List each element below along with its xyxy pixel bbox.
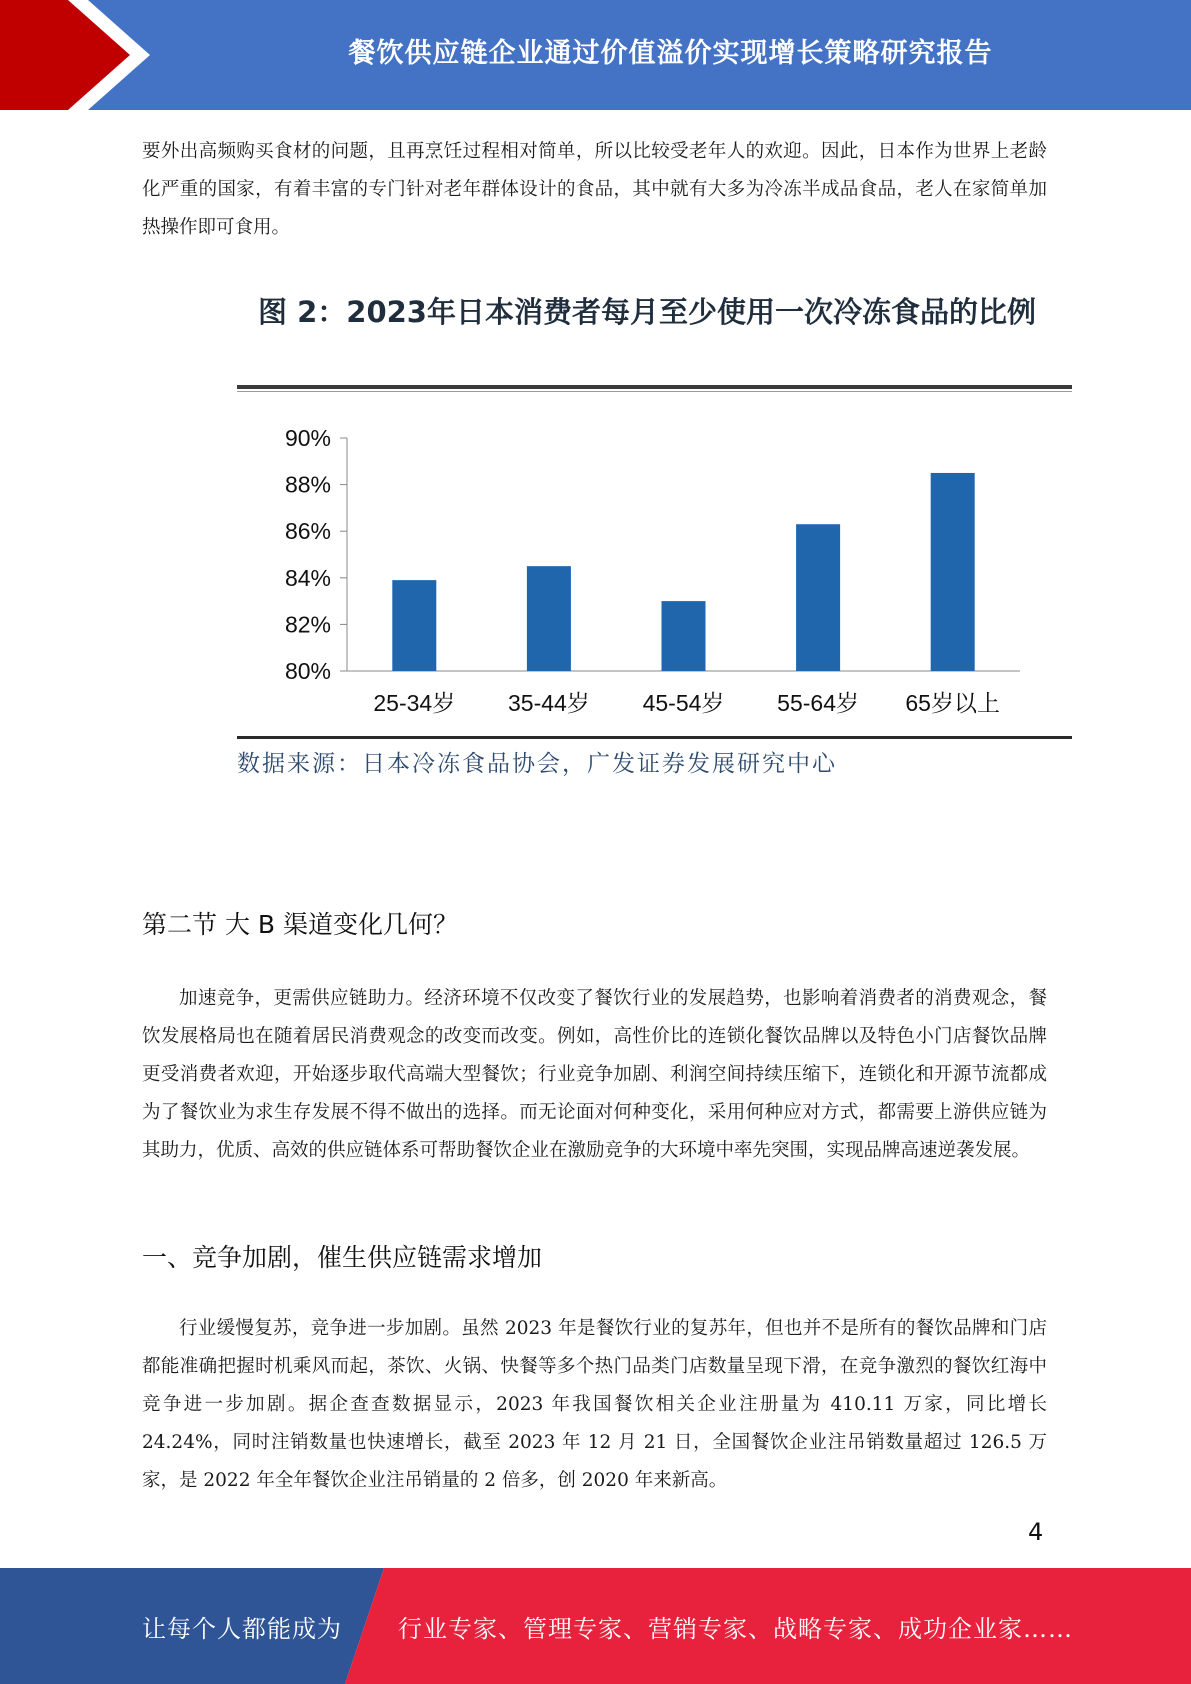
- y-tick-label: 80%: [284, 658, 331, 684]
- figure-top-rule: [237, 385, 1072, 389]
- figure-bottom-rule: [237, 736, 1072, 739]
- bar-chart: [235, 395, 1075, 735]
- y-tick-label: 86%: [284, 518, 331, 545]
- section-heading: 第二节 大 B 渠道变化几何？: [142, 910, 458, 939]
- intro-paragraph: 要外出高频购买食材的问题，且再烹饪过程相对简单，所以比较受老年人的欢迎。因此，日本作为世界上老龄化严重的国家，有着丰富的专门针对老年群体设计的食品，其中就有大多为冷冻半成品食品，老人在家简单加热操作即可食用。: [142, 141, 1047, 238]
- report-title: 餐饮供应链企业通过价值溢价实现增长策略研究报告: [348, 37, 993, 69]
- y-tick-label: 84%: [284, 564, 331, 591]
- subheading-competition: 一、竞争加剧，催生供应链需求增加: [142, 1243, 543, 1272]
- paragraph-supply-chain: 加速竞争，更需供应链助力。经济环境不仅改变了餐饮行业的发展趋势，也影响着消费者的消费观念，餐饮发展格局也在随着居民消费观念的改变而改变。例如，高性价比的连锁化餐饮品牌以及特色小门店餐饮品牌更受消费者欢迎，开始逐步取代高端大型餐饮；行业竞争加剧、利润空间持续压缩下，连锁化和开源节流都成为了餐饮业为求生存发展不得不做出的选择。而无论面对何种变化，采用何种应对方式，都需要上游供应链为其助力，优质、高效的供应链体系可帮助餐饮企业在激励竞争的大环境中率先突围，实现品牌高速逆袭发展。: [142, 988, 1047, 1161]
- category-label: 45-54岁: [642, 690, 725, 716]
- category-label: 25-34岁: [373, 690, 456, 716]
- bar: [392, 580, 436, 671]
- footer-slogan-right: 行业专家、管理专家、营销专家、战略专家、成功企业家……: [398, 1614, 1073, 1643]
- bar: [527, 566, 571, 671]
- paragraph-industry-recovery: 行业缓慢复苏，竞争进一步加剧。虽然 2023 年是餐饮行业的复苏年，但也并不是所有的餐饮品牌和门店都能准确把握时机乘风而起，茶饮、火锅、快餐等多个热门品类门店数量呈现下滑，在竞争激烈的餐饮红海中竞争进一步加剧。据企查查数据显示，2023 年我国餐饮相关企业注册量为 410.11 万家，同比增长 24.24%，同时注销数量也快速增长，截至 2023 年 12 月 21 日，全国餐饮企业注吊销数量超过 126.5 万家，是 2022 年全年餐饮企业注吊销量的 2 倍多，创 2020 年来新高。: [142, 1318, 1047, 1491]
- y-tick-label: 90%: [284, 425, 331, 451]
- page-number: 4: [1028, 1518, 1044, 1546]
- footer-slogan-left: 让每个人都能成为: [142, 1614, 342, 1643]
- header-banner: [0, 0, 1191, 110]
- category-label: 65岁以上: [905, 690, 1000, 716]
- figure-title: 图 2：2023年日本消费者每月至少使用一次冷冻食品的比例: [258, 295, 1036, 329]
- bar: [662, 601, 706, 671]
- footer-banner: [0, 1568, 1191, 1684]
- figure-top-rule-thin: [237, 391, 1072, 392]
- header-arrow-icon: [0, 0, 160, 110]
- figure: [235, 275, 1075, 795]
- figure-source: 数据来源：日本冷冻食品协会，广发证券发展研究中心: [237, 751, 837, 777]
- y-tick-label: 88%: [284, 471, 331, 498]
- bar: [796, 524, 840, 671]
- bar: [931, 473, 975, 671]
- category-label: 55-64岁: [777, 690, 860, 716]
- category-label: 35-44岁: [507, 690, 590, 716]
- y-tick-label: 82%: [284, 611, 331, 638]
